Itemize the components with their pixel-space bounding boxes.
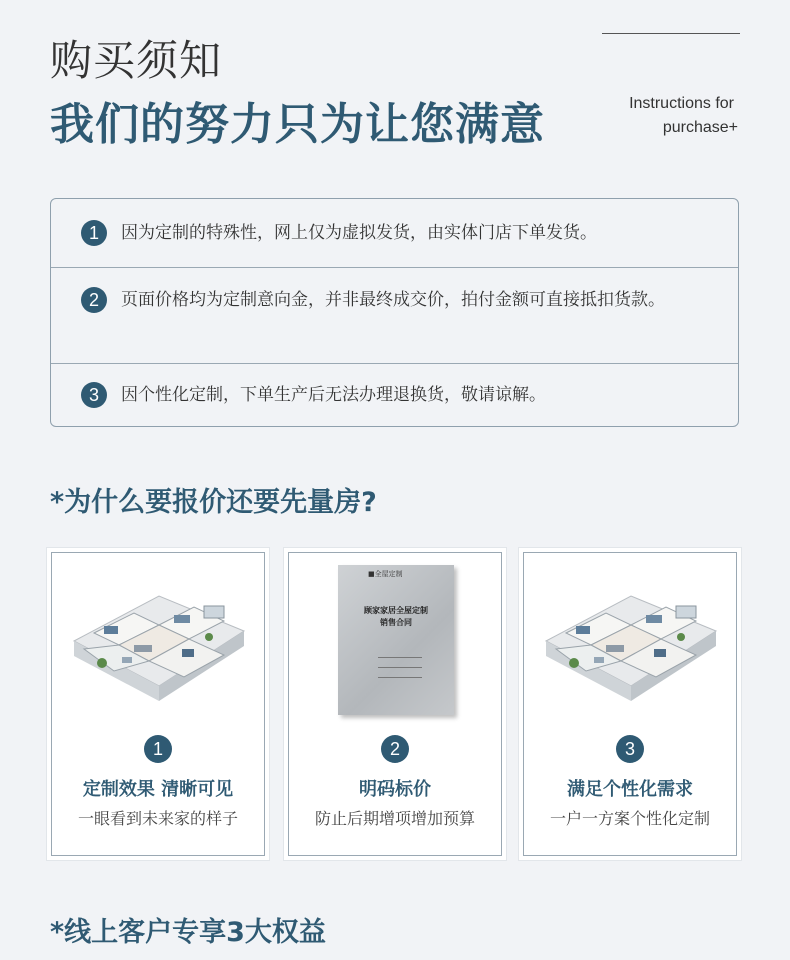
card-title: 满足个性化需求 <box>567 779 693 800</box>
notice-box <box>50 198 739 427</box>
booklet-line <box>378 677 422 678</box>
notice-text: 因个性化定制，下单生产后无法办理退换货，敬请谅解。 <box>121 385 546 405</box>
booklet-brand: ■全屋定制 <box>368 570 403 578</box>
step-number: 3 <box>616 735 644 763</box>
card-personalized <box>523 552 737 856</box>
card-subtitle: 一眼看到未来家的样子 <box>77 809 238 828</box>
number-badge: 2 <box>81 287 107 313</box>
top-divider <box>602 33 740 34</box>
card-subtitle: 一户一方案个性化定制 <box>549 809 710 828</box>
page-title-line2: 我们的努力只为让您满意 <box>50 99 545 150</box>
card-design-effect <box>51 552 265 856</box>
page-title-line1: 购买须知 <box>50 36 223 85</box>
section-heading-why: *为什么要报价还要先量房? <box>50 487 377 518</box>
number-badge: 3 <box>81 382 107 408</box>
floorplan-3d-image <box>64 571 254 721</box>
step-number: 1 <box>144 735 172 763</box>
step-number: 2 <box>381 735 409 763</box>
notice-row-1 <box>51 199 738 268</box>
booklet-title-1: 顾家家居全屋定制 <box>364 606 428 615</box>
booklet-title-2: 销售合同 <box>380 618 412 627</box>
contract-booklet-image <box>338 565 454 715</box>
notice-row-2 <box>51 267 738 364</box>
card-subtitle: 防止后期增项增加预算 <box>314 809 475 828</box>
notice-text: 因为定制的特殊性，网上仅为虚拟发货，由实体门店下单发货。 <box>121 223 597 243</box>
english-subtitle-line2: purchase+ <box>662 119 738 136</box>
number-badge: 1 <box>81 220 107 246</box>
card-title: 定制效果 清晰可见 <box>82 779 234 800</box>
booklet-line <box>378 667 422 668</box>
card-clear-pricing <box>288 552 502 856</box>
card-title: 明码标价 <box>359 779 431 800</box>
english-subtitle-line1: Instructions for <box>629 95 734 112</box>
notice-text: 页面价格均为定制意向金，并非最终成交价，拍付金额可直接抵扣货款。 <box>121 290 665 310</box>
floorplan-3d-image <box>536 571 726 721</box>
notice-row-3 <box>51 363 738 426</box>
section-heading-benefits: *线上客户专享3大权益 <box>50 917 326 948</box>
booklet-line <box>378 657 422 658</box>
